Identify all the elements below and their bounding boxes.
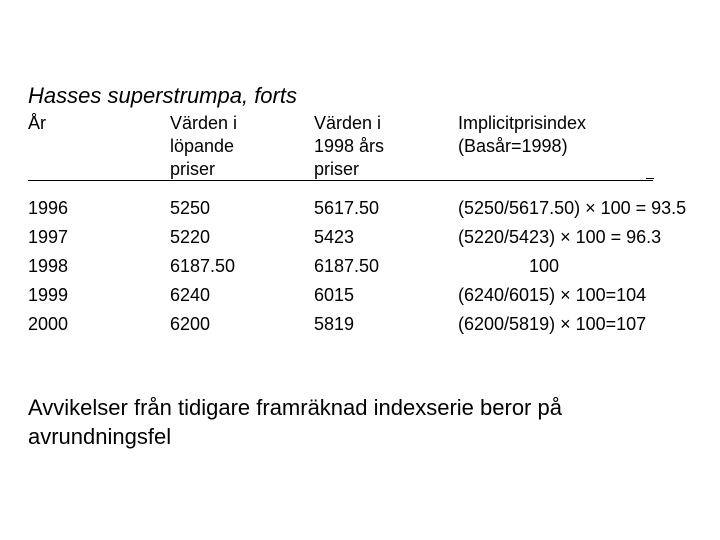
header-implicit-line: (Basår=1998): [458, 136, 568, 156]
header-current-line: Värden i: [170, 113, 238, 133]
header-fixed-line: Värden i: [314, 113, 382, 133]
header-fixed-line: priser: [314, 159, 360, 179]
cell-year: 2000: [28, 314, 69, 334]
column-implicit-index: [458, 194, 686, 339]
header-current-prices: [170, 112, 237, 181]
cell-fixed: 6187.50: [314, 256, 380, 276]
header-current-line: löpande: [170, 136, 235, 156]
cell-fixed: 5819: [314, 314, 355, 334]
column-year: [28, 194, 68, 339]
cell-current: 5220: [170, 227, 211, 247]
header-fixed-prices: [314, 112, 384, 181]
cell-current: 6200: [170, 314, 211, 334]
cell-current: 5250: [170, 198, 211, 218]
header-current-line: priser: [170, 159, 216, 179]
cell-current: 6187.50: [170, 256, 236, 276]
column-current-prices: [170, 194, 235, 339]
slide-title: Hasses superstrumpa, forts: [28, 83, 297, 108]
cell-implicit: (5220/5423) × 100 = 96.3: [458, 227, 662, 247]
cell-current: 6240: [170, 285, 211, 305]
header-year: [28, 112, 46, 135]
column-fixed-prices: [314, 194, 379, 339]
cell-fixed: 6015: [314, 285, 355, 305]
footnote: Avvikelser från tidigare framräknad indexserie beror på avrundningsfel: [28, 395, 562, 449]
cell-fixed: 5423: [314, 227, 355, 247]
cell-year: 1997: [28, 227, 69, 247]
header-implicit-line: Implicitprisindex: [458, 113, 587, 133]
cell-implicit: (6240/6015) × 100=104: [458, 285, 647, 305]
header-divider: [28, 180, 653, 181]
cell-fixed: 5617.50: [314, 198, 380, 218]
cell-year: 1998: [28, 256, 69, 276]
header-implicit-index: [458, 112, 586, 158]
cell-implicit: 100: [529, 256, 560, 276]
cell-year: 1996: [28, 198, 69, 218]
cell-implicit: (6200/5819) × 100=107: [458, 314, 647, 334]
cell-year: 1999: [28, 285, 69, 305]
header-divider-tick: [646, 178, 654, 179]
header-year-line: År: [28, 113, 46, 133]
cell-implicit: (5250/5617.50) × 100 = 93.5: [458, 198, 687, 218]
header-fixed-line: 1998 års: [314, 136, 385, 156]
